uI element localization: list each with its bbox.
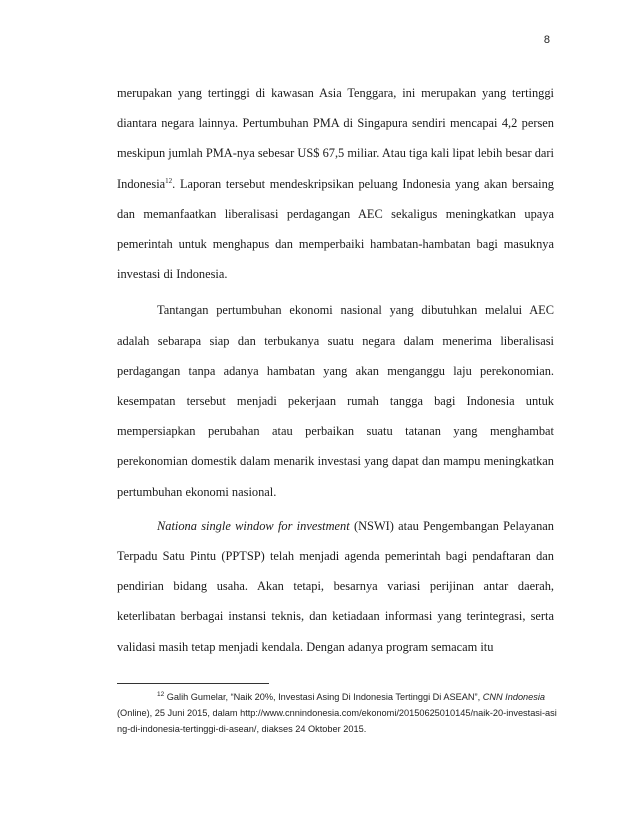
footnote-citation-cont: (Online), 25 Juni 2015, dalam bbox=[117, 708, 241, 718]
footnote-body bbox=[117, 689, 557, 737]
footnote-url[interactable]: http://www.cnnindonesia.com/ekonomi/20150625010145/naik-20-investasi-asing-di-indonesia-tertinggi-di-asean/ bbox=[117, 708, 557, 734]
paragraph-1 bbox=[117, 78, 554, 289]
page-number: 8 bbox=[543, 34, 550, 46]
footnote-source: CNN Indonesia bbox=[482, 692, 546, 702]
paragraph-1-text: merupakan yang tertinggi di kawasan Asia Tenggara, ini merupakan yang tertinggi diantara negara lainnya. Pertumbuhan PMA di Singapura sendiri mencapai 4,2 persen meskipun jumlah PMA-nya sebesar US$ 67,5 miliar. Atau tiga kali lipat lebih besar dari Indonesia bbox=[117, 86, 554, 191]
paragraph-3 bbox=[117, 511, 554, 662]
paragraph-3-text: (NSWI) atau Pengembangan Pelayanan Terpadu Satu Pintu (PPTSP) telah menjadi agenda pemerintah bagi pendaftaran dan pendirian bidang usaha. Akan tetapi, besarnya variasi perijinan antar daerah, keterlibatan berbagai instansi teknis, dan ketiadaan informasi yang terintegrasi, serta validasi masih tetap menjadi kendala. Dengan adanya program semacam itu bbox=[117, 518, 554, 654]
footnote-divider bbox=[117, 683, 269, 684]
paragraph-2: Tantangan pertumbuhan ekonomi nasional yang dibutuhkan melalui AEC adalah sebarapa siap dan terbukanya suatu negara dalam menerima liberalisasi perdagangan tanpa adanya hambatan yang akan menganggu laju perekonomian. kesempatan tersebut menjadi pekerjaan rumah tangga bagi Indonesia untuk mempersiapkan perubahan atau perbaikan suatu tatanan yang menghambat perekonomian domestik dalam menarik investasi yang dapat dan mampu meningkatkan pertumbuhan ekonomi nasional. bbox=[117, 303, 554, 499]
footnote-number: 12 bbox=[157, 690, 165, 698]
paragraph-1-text-cont: . Laporan tersebut mendeskripsikan peluang Indonesia yang akan bersaing dan memanfaatkan liberalisasi perdagangan AEC sekaligus meningkatkan upaya pemerintah untuk menghapus dan memperbaiki hambatan-hambatan bagi masuknya investasi di Indonesia. bbox=[117, 176, 554, 282]
footnote bbox=[117, 689, 557, 737]
footnote-accessed: , diakses 24 Oktober 2015. bbox=[256, 724, 367, 734]
footnote-reference[interactable]: 12 bbox=[165, 176, 173, 185]
body-text bbox=[117, 78, 554, 662]
paragraph-3-italic: Nationa single window for investment bbox=[157, 518, 350, 533]
footnote-citation: Galih Gumelar, “Naik 20%, Investasi Asing Di Indonesia Tertinggi Di ASEAN”, bbox=[164, 692, 483, 702]
